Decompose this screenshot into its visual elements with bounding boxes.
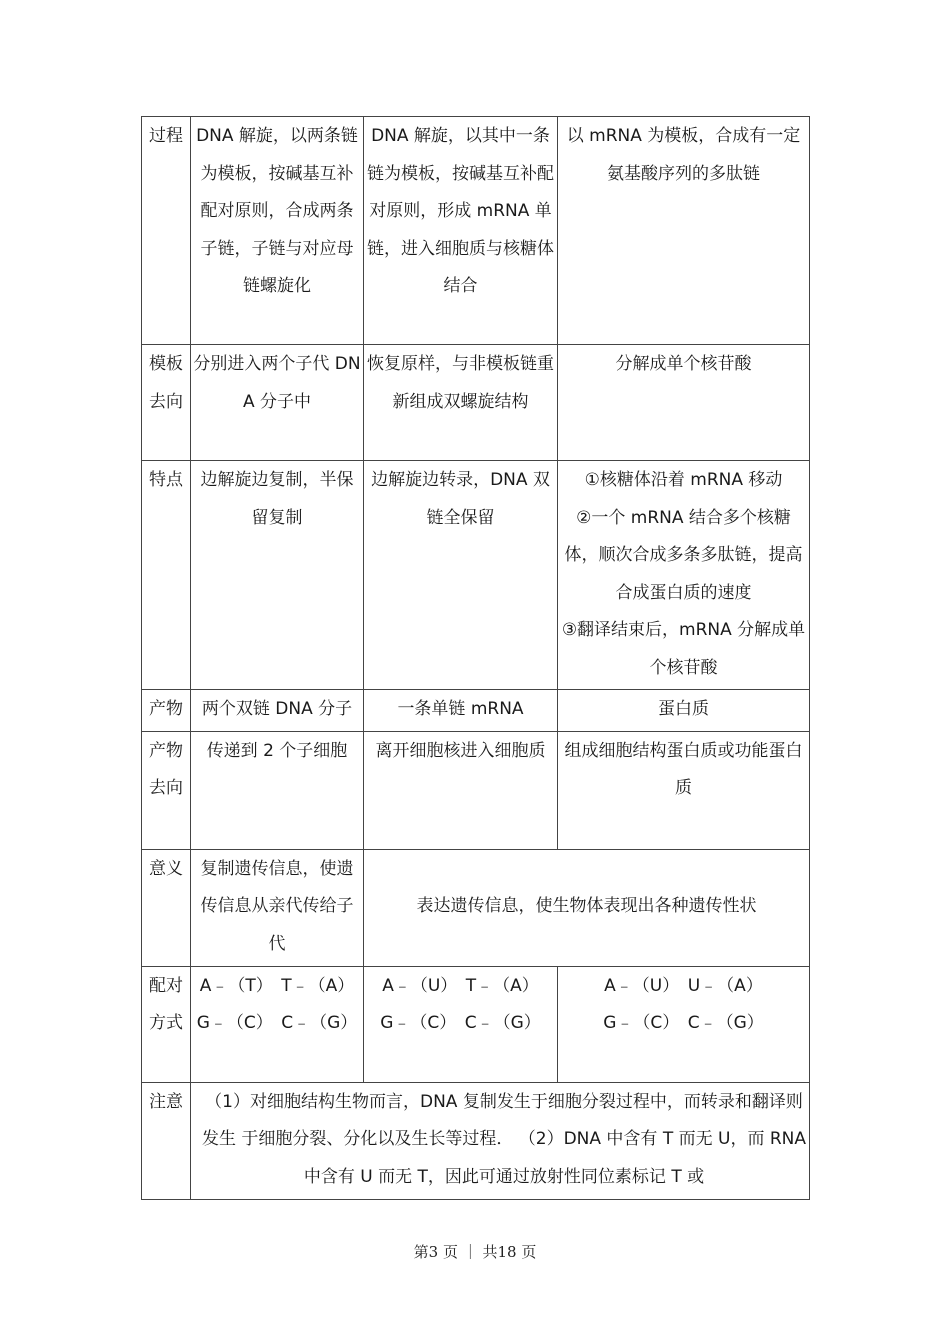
cell-product-fate-transcription: 离开细胞核进入细胞质 bbox=[364, 731, 558, 849]
row-header-significance: 意义 bbox=[142, 849, 191, 966]
cell-product-translation: 蛋白质 bbox=[558, 690, 810, 732]
row-header-product: 产物 bbox=[142, 690, 191, 732]
cell-process-replication: DNA 解旋，以两条链为模板，按碱基互补配对原则，合成两条子链，子链与对应母链螺旋化 bbox=[191, 117, 364, 345]
cell-pairing-translation bbox=[558, 966, 810, 1082]
page-footer: 第3 页 ｜ 共18 页 bbox=[413, 1243, 537, 1261]
comparison-table bbox=[141, 116, 810, 1200]
table-row-pairing bbox=[142, 966, 810, 1082]
cell-features-translation bbox=[558, 461, 810, 690]
cell-features-transcription: 边解旋边转录，DNA 双链全保留 bbox=[364, 461, 558, 690]
cell-significance-replication: 复制遗传信息，使遗传信息从亲代传给子代 bbox=[191, 849, 364, 966]
cell-note-text: （1）对细胞结构生物而言，DNA 复制发生于细胞分裂过程中，而转录和翻译则发生 于细胞分裂、分化以及生长等过程． （2）DNA 中含有 T 而无 U，而 RNA 中含有 U 而无 T，因此可通过放射性同位素标记 T 或 bbox=[191, 1082, 810, 1199]
pairing-rule: A﹣（U） U﹣（A） bbox=[604, 975, 763, 996]
table-row-product-fate bbox=[142, 731, 810, 849]
cell-template-fate-translation: 分解成单个核苷酸 bbox=[558, 345, 810, 461]
table-row-note bbox=[142, 1082, 810, 1199]
feature-item-2: ②一个 mRNA 结合多个核糖体，顺次合成多条多肽链，提高合成蛋白质的速度 bbox=[564, 507, 803, 603]
cell-features-replication: 边解旋边复制，半保留复制 bbox=[191, 461, 364, 690]
cell-pairing-replication bbox=[191, 966, 364, 1082]
cell-template-fate-transcription: 恢复原样，与非模板链重新组成双螺旋结构 bbox=[364, 345, 558, 461]
table-row-significance bbox=[142, 849, 810, 966]
cell-pairing-transcription bbox=[364, 966, 558, 1082]
table-row-process bbox=[142, 117, 810, 345]
row-header-process: 过程 bbox=[142, 117, 191, 345]
pairing-rule: G﹣（C） C﹣（G） bbox=[603, 1013, 764, 1033]
feature-item-1: ①核糖体沿着 mRNA 移动 bbox=[584, 470, 783, 490]
cell-template-fate-replication: 分别进入两个子代 DNA 分子中 bbox=[191, 345, 364, 461]
table-row-template-fate bbox=[142, 345, 810, 461]
table-row-product bbox=[142, 690, 810, 732]
cell-significance-expression: 表达遗传信息，使生物体表现出各种遗传性状 bbox=[364, 849, 810, 966]
row-header-features: 特点 bbox=[142, 461, 191, 690]
table-row-features bbox=[142, 461, 810, 690]
row-header-note: 注意 bbox=[142, 1082, 191, 1199]
pairing-rule: G﹣（C） C﹣（G） bbox=[380, 1013, 541, 1033]
cell-product-transcription: 一条单链 mRNA bbox=[364, 690, 558, 732]
row-header-product-fate: 产物去向 bbox=[142, 731, 191, 849]
cell-process-transcription: DNA 解旋，以其中一条链为模板，按碱基互补配对原则，形成 mRNA 单链，进入细胞质与核糖体结合 bbox=[364, 117, 558, 345]
pairing-rule: A﹣（U） T﹣（A） bbox=[382, 975, 539, 996]
row-header-pairing: 配对方式 bbox=[142, 966, 191, 1082]
pairing-rule: A﹣（T） T﹣（A） bbox=[199, 975, 355, 996]
feature-item-3: ③翻译结束后，mRNA 分解成单个核苷酸 bbox=[561, 620, 806, 678]
cell-product-fate-translation: 组成细胞结构蛋白质或功能蛋白质 bbox=[558, 731, 810, 849]
cell-product-replication: 两个双链 DNA 分子 bbox=[191, 690, 364, 732]
pairing-rule: G﹣（C） C﹣（G） bbox=[196, 1013, 358, 1033]
cell-product-fate-replication: 传递到 2 个子细胞 bbox=[191, 731, 364, 849]
cell-process-translation: 以 mRNA 为模板，合成有一定氨基酸序列的多肽链 bbox=[558, 117, 810, 345]
row-header-template-fate: 模板去向 bbox=[142, 345, 191, 461]
